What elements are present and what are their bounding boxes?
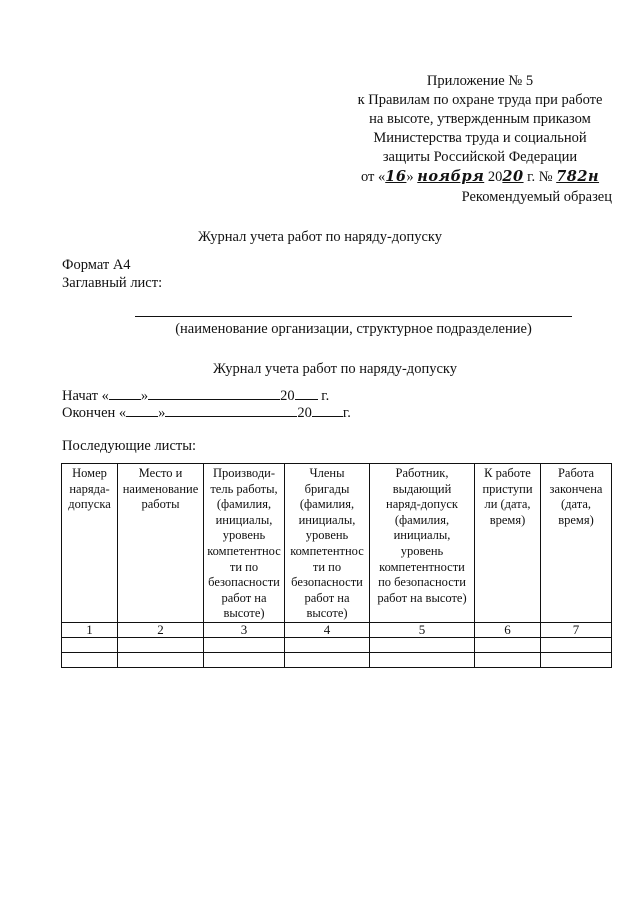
day-blank bbox=[126, 403, 158, 417]
column-number: 6 bbox=[475, 622, 541, 637]
ended-label: Окончен « bbox=[62, 405, 127, 421]
empty-cell bbox=[204, 637, 285, 652]
ended-quote: » bbox=[158, 405, 166, 421]
started-year-suffix: г. bbox=[321, 388, 330, 404]
journal-table bbox=[61, 463, 612, 668]
month-blank bbox=[148, 386, 280, 400]
year-blank bbox=[312, 403, 343, 417]
appendix-line: защиты Российской Федерации bbox=[382, 149, 578, 165]
header-cell: Члены бригады (фамилия, инициалы, уровень компетентнос ти по безопасности работ на высоте) bbox=[285, 464, 370, 623]
year-blank bbox=[295, 386, 318, 400]
date-quote: » bbox=[406, 169, 414, 185]
empty-cell bbox=[541, 637, 612, 652]
year-suffix: г. № bbox=[527, 169, 553, 185]
header-cell: Производи- тель работы, (фамилия, инициалы, уровень компетентнос ти по безопасности работ на высоте) bbox=[204, 464, 285, 623]
table-row bbox=[62, 637, 612, 652]
order-date-line bbox=[330, 167, 630, 187]
journal-title-repeat: Журнал учета работ по наряду-допуску bbox=[213, 361, 457, 377]
empty-cell bbox=[370, 652, 475, 667]
column-number: 3 bbox=[204, 622, 285, 637]
empty-cell bbox=[541, 652, 612, 667]
ended-year-suffix: г. bbox=[342, 405, 351, 421]
journal-title: Журнал учета работ по наряду-допуску bbox=[198, 229, 442, 245]
recommended-sample-label: Рекомендуемый образец bbox=[461, 189, 612, 205]
handwritten-year: 20 bbox=[502, 168, 524, 185]
appendix-header bbox=[330, 72, 630, 187]
column-number: 1 bbox=[62, 622, 118, 637]
ended-year-prefix: 20 bbox=[297, 405, 312, 421]
header-cell: Работник, выдающий наряд-допуск (фамилия, инициалы, уровень компетентности по безопасности работ на высоте) bbox=[370, 464, 475, 623]
started-label: Начат « bbox=[62, 388, 109, 404]
header-cell: Работа закончена (дата, время) bbox=[541, 464, 612, 623]
handwritten-day: 16 bbox=[385, 168, 407, 185]
subsequent-sheets-label: Последующие листы: bbox=[62, 438, 196, 454]
empty-cell bbox=[204, 652, 285, 667]
appendix-line: Приложение № 5 bbox=[426, 73, 534, 89]
handwritten-order-number: 782н bbox=[556, 168, 600, 185]
year-prefix: 20 bbox=[487, 169, 503, 185]
column-number-row bbox=[62, 622, 612, 637]
empty-cell bbox=[475, 652, 541, 667]
header-cell: К работе приступи ли (дата, время) bbox=[475, 464, 541, 623]
empty-cell bbox=[62, 652, 118, 667]
empty-cell bbox=[62, 637, 118, 652]
header-cell: Номер наряда- допуска bbox=[62, 464, 118, 623]
organization-caption: (наименование организации, структурное подразделение) bbox=[175, 321, 532, 337]
column-number: 4 bbox=[285, 622, 370, 637]
appendix-line: на высоте, утвержденным приказом bbox=[369, 111, 591, 127]
empty-cell bbox=[118, 652, 204, 667]
appendix-line: к Правилам по охране труда при работе bbox=[357, 92, 603, 108]
day-blank bbox=[109, 386, 141, 400]
table-row bbox=[62, 652, 612, 667]
empty-cell bbox=[285, 652, 370, 667]
appendix-line: Министерства труда и социальной bbox=[373, 130, 587, 146]
column-number: 5 bbox=[370, 622, 475, 637]
handwritten-month: ноября bbox=[417, 168, 485, 185]
month-blank bbox=[165, 403, 297, 417]
started-quote: » bbox=[140, 388, 149, 404]
organization-name-line bbox=[135, 316, 572, 317]
column-number: 2 bbox=[118, 622, 204, 637]
empty-cell bbox=[475, 637, 541, 652]
empty-cell bbox=[118, 637, 204, 652]
title-sheet-label: Заглавный лист: bbox=[62, 275, 163, 291]
empty-cell bbox=[370, 637, 475, 652]
format-label: Формат А4 bbox=[62, 257, 131, 273]
column-number: 7 bbox=[541, 622, 612, 637]
started-year-prefix: 20 bbox=[280, 388, 295, 404]
header-cell: Место и наименование работы bbox=[118, 464, 204, 623]
ended-line bbox=[62, 403, 351, 422]
date-prefix: от « bbox=[360, 169, 386, 185]
table-header-row bbox=[62, 464, 612, 623]
empty-cell bbox=[285, 637, 370, 652]
